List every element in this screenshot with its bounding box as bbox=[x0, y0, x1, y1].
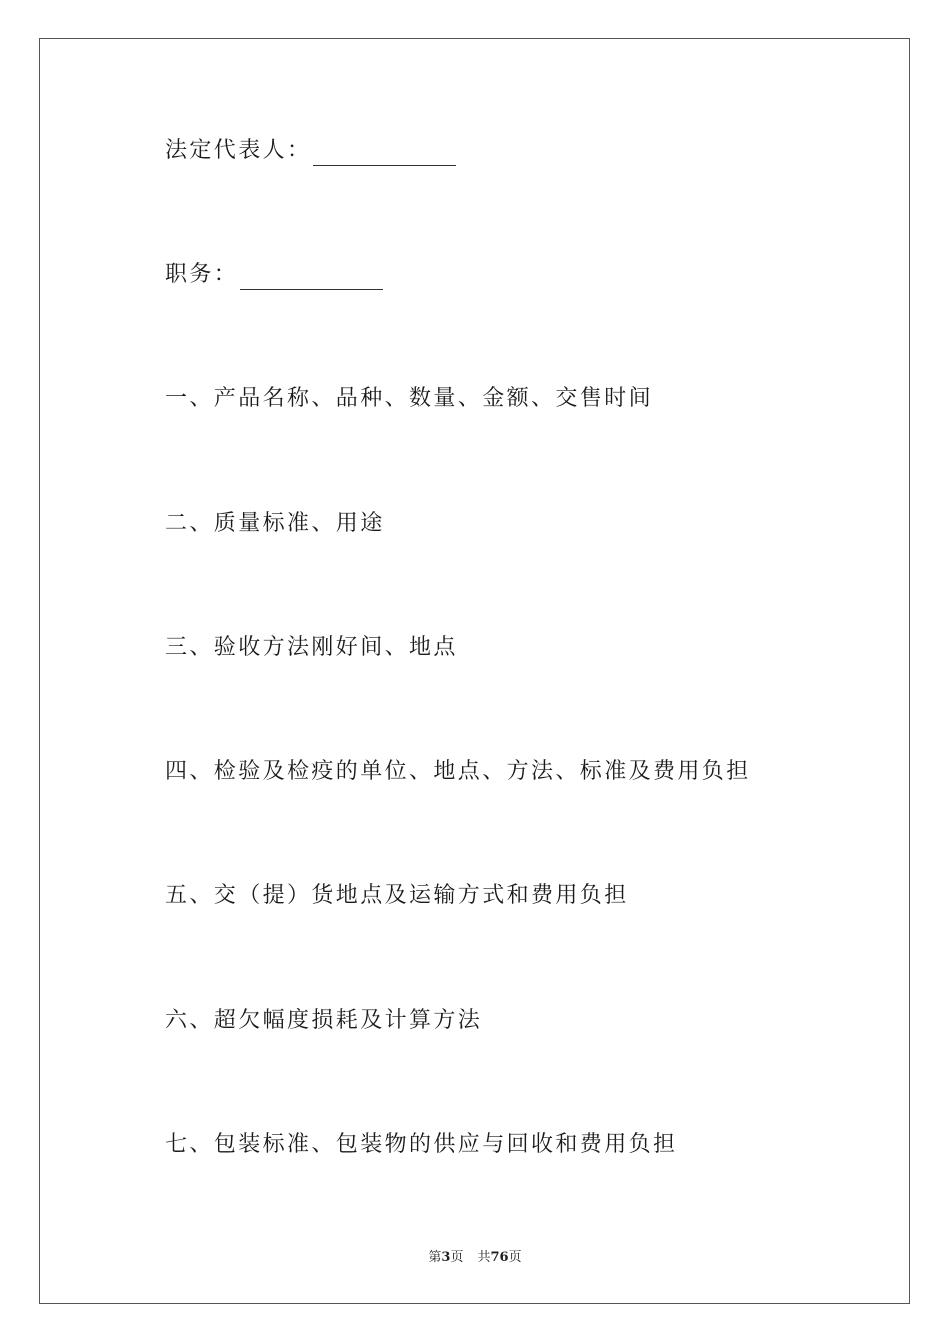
clause-7: 七、包装标准、包装物的供应与回收和费用负担 bbox=[165, 1132, 678, 1157]
total-suffix: 页 bbox=[508, 1250, 522, 1265]
legal-representative-blank[interactable] bbox=[313, 143, 456, 166]
page-border bbox=[39, 38, 910, 1304]
page-footer bbox=[0, 1246, 950, 1265]
position-field bbox=[165, 260, 383, 290]
position-label: 职务： bbox=[165, 262, 239, 287]
page-prefix: 第 bbox=[428, 1250, 442, 1265]
total-prefix: 共 bbox=[477, 1250, 491, 1265]
legal-representative-field bbox=[165, 136, 456, 166]
total-pages: 76 bbox=[490, 1250, 509, 1265]
position-blank[interactable] bbox=[240, 267, 383, 290]
clause-4: 四、检验及检疫的单位、地点、方法、标准及费用负担 bbox=[165, 759, 751, 784]
legal-representative-label: 法定代表人： bbox=[165, 138, 312, 163]
page-suffix: 页 bbox=[450, 1250, 464, 1265]
clause-3: 三、验收方法刚好间、地点 bbox=[165, 635, 458, 660]
clause-5: 五、交（提）货地点及运输方式和费用负担 bbox=[165, 883, 629, 908]
page-number: 3 bbox=[441, 1250, 451, 1265]
clause-1: 一、产品名称、品种、数量、金额、交售时间 bbox=[165, 386, 654, 411]
clause-2: 二、质量标准、用途 bbox=[165, 511, 385, 536]
clause-6: 六、超欠幅度损耗及计算方法 bbox=[165, 1008, 483, 1033]
